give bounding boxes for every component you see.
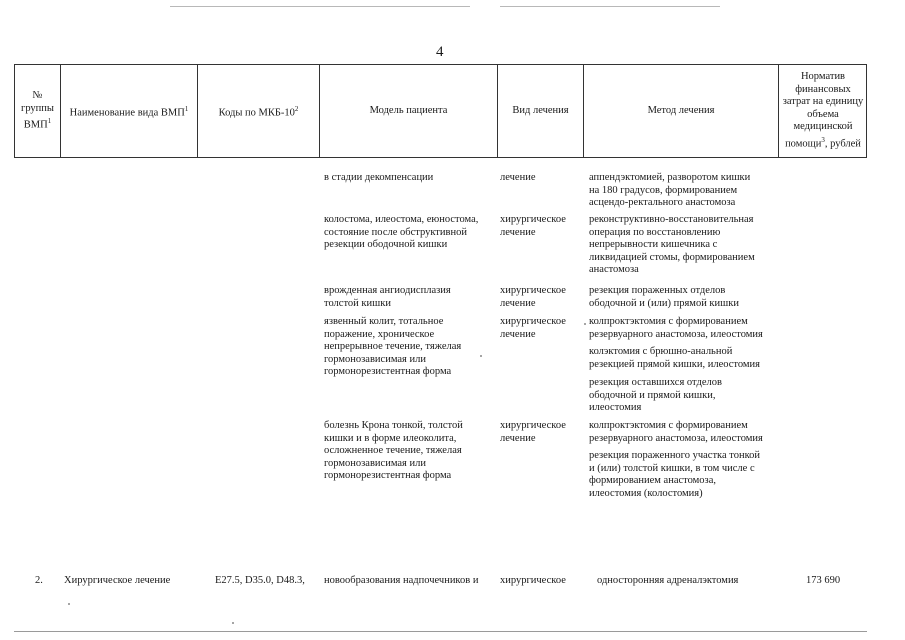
row-treatment-type: хирургическое лечение — [500, 316, 566, 340]
column-divider — [866, 64, 867, 158]
footnote-marker: 1 — [47, 117, 52, 125]
group-model: новообразования надпочечников и — [324, 575, 479, 586]
group-cost: 173 690 — [806, 575, 841, 586]
header-codes-text: Коды по МКБ-10 — [218, 107, 295, 118]
header-norm-text: Норматив финансовых затрат на единицу объема медицинской помощи — [782, 71, 864, 150]
row-model: язвенный колит, тотальное поражение, хроническое непрерывное течение, тяжелая гормонозависимая или гормонорезистентная форма — [324, 316, 462, 378]
scan-speck — [232, 622, 234, 624]
header-patient-model: Модель пациента — [369, 104, 448, 116]
group-number: 2. — [35, 575, 43, 586]
row-treatment-type: лечение — [500, 172, 536, 183]
header-treatment-type: Вид лечения — [512, 104, 569, 116]
header-no-vmp: ВМП — [23, 119, 48, 131]
scan-artifact-top — [500, 6, 720, 7]
header-group-number — [15, 65, 60, 157]
footnote-marker: 2 — [294, 104, 299, 113]
row-model: колостома, илеостома, еюностома, состояние после обструктивной резекции ободочной кишки — [324, 214, 479, 251]
scan-artifact-top — [170, 6, 470, 7]
scan-speck — [68, 603, 70, 605]
header-norm-unit: , рублей — [824, 138, 861, 150]
row-method: резекция пораженного участка тонкой и (или) толстой кишки, в том числе с формированием анастомоза, илеостомия (колостомия) — [589, 450, 761, 499]
group-vmp-name: Хирургическое лечение — [64, 575, 171, 586]
header-icd-codes — [198, 65, 319, 157]
group-icd-codes: E27.5, D35.0, D48.3, — [215, 575, 305, 586]
row-method: реконструктивно-восстановительная операция по восстановлению непрерывности кишечника с ликвидацией стомы, формированием анастомоза — [589, 214, 755, 276]
footnote-marker: 3 — [821, 135, 825, 144]
header-bottom-border — [14, 157, 867, 158]
header-treatment-method: Метод лечения — [647, 104, 715, 116]
scan-speck — [480, 355, 482, 357]
row-model: в стадии декомпенсации — [324, 172, 434, 183]
row-method: колэктомия с брюшно-анальной резекцией прямой кишки, илеостомия — [589, 346, 760, 370]
header-name-text: Наименование вида ВМП — [69, 107, 185, 118]
row-treatment-type: хирургическое лечение — [500, 420, 566, 444]
scan-speck — [584, 323, 586, 325]
row-treatment-type: хирургическое лечение — [500, 214, 566, 238]
group-treatment-type: хирургическое — [500, 575, 566, 586]
row-model: болезнь Крона тонкой, толстой кишки и в форме илеоколита, осложненное течение, тяжелая гормонозависимая или гормонорезистентная форма — [324, 420, 463, 482]
header-no-symbol: № — [32, 90, 43, 101]
page-number: 4 — [436, 44, 444, 60]
header-vmp-name — [61, 65, 197, 157]
group-method: односторонняя адреналэктомия — [597, 575, 739, 586]
row-model: врожденная ангиодисплазия толстой кишки — [324, 285, 451, 309]
row-method: резекция пораженных отделов ободочной и (или) прямой кишки — [589, 285, 739, 309]
scan-artifact-bottom — [14, 631, 867, 632]
row-treatment-type: хирургическое лечение — [500, 285, 566, 309]
row-method: аппендэктомией, разворотом кишки на 180 градусов, формированием асцендо-ректального анастомоза — [589, 172, 751, 209]
header-cost-norm — [781, 65, 865, 157]
row-method: колпроктэктомия с формированием резервуарного анастомоза, илеостомия — [589, 420, 763, 444]
row-method: резекция оставшихся отделов ободочной и прямой кишки, илеостомия — [589, 377, 722, 414]
column-divider — [778, 64, 779, 158]
row-method: колпроктэктомия с формированием резервуарного анастомоза, илеостомия — [589, 316, 763, 340]
header-no-group: группы — [21, 102, 54, 114]
footnote-marker: 1 — [184, 104, 189, 113]
